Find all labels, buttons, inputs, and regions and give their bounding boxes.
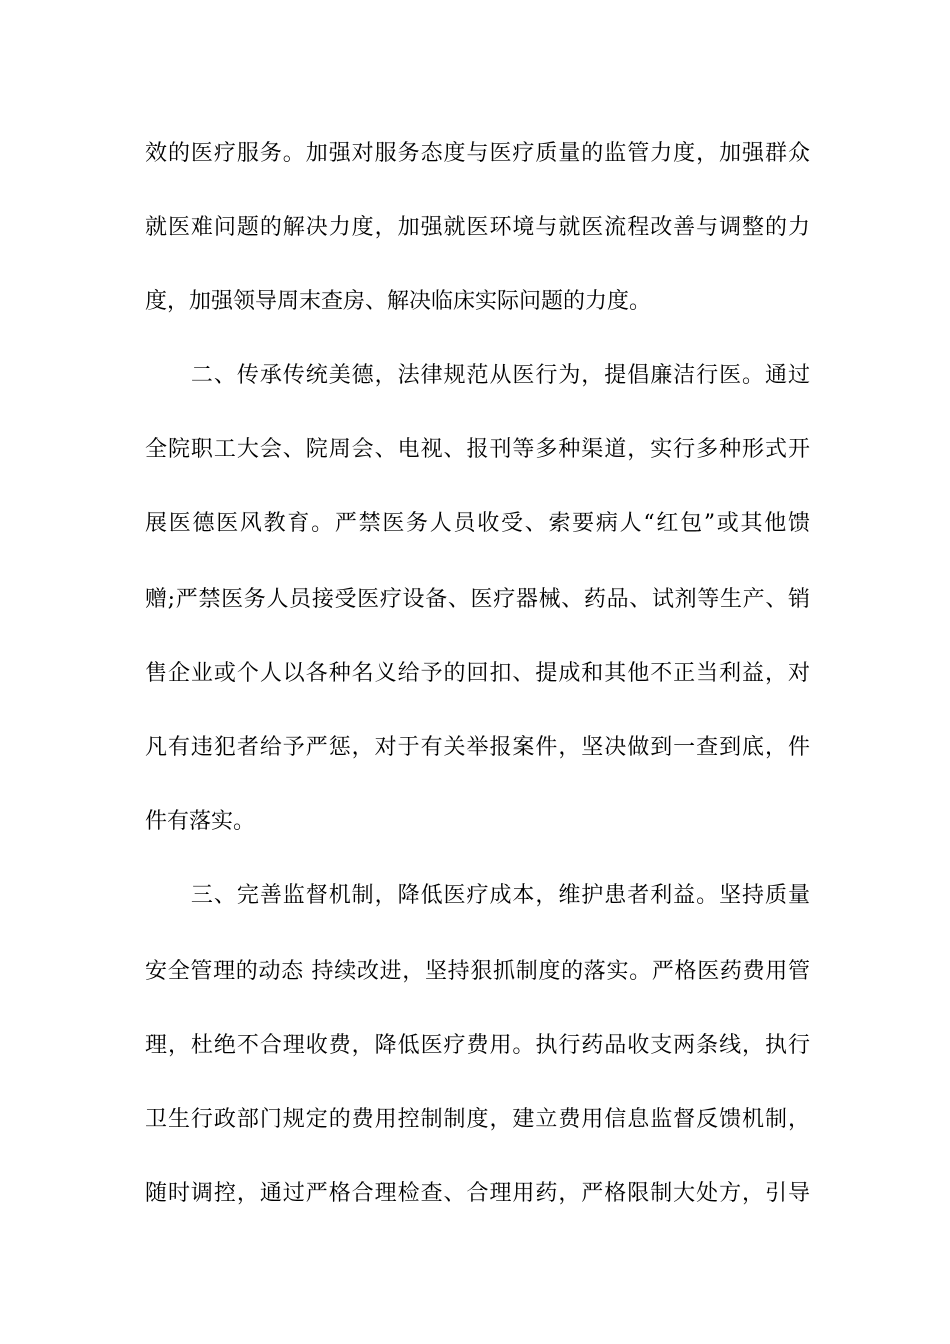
text-line: 度，加强领导周末查房、解决临床实际问题的力度。: [145, 289, 652, 314]
text-line: 件有落实。: [145, 809, 256, 834]
text-line: 全院职工大会、院周会、电视、报刊等多种渠道，实行多种形式开: [145, 437, 810, 462]
text-line: 就医难问题的解决力度，加强就医环境与就医流程改善与调整的力: [145, 215, 810, 240]
text-line: 效的医疗服务。加强对服务态度与医疗质量的监管力度，加强群众: [145, 141, 810, 166]
text-line: 随时调控，通过严格合理检查、合理用药，严格限制大处方，引导: [145, 1181, 810, 1206]
text-line: 凡有违犯者给予严惩，对于有关举报案件，坚决做到一查到底，件: [145, 735, 810, 760]
text-line: 理，杜绝不合理收费，降低医疗费用。执行药品收支两条线，执行: [145, 1033, 810, 1058]
text-line: 二、传承传统美德，法律规范从医行为，提倡廉洁行医。通过: [145, 363, 810, 388]
text-line: 售企业或个人以各种名义给予的回扣、提成和其他不正当利益，对: [145, 661, 810, 686]
text-line: 三、完善监督机制，降低医疗成本，维护患者利益。坚持质量: [145, 883, 810, 908]
text-line: 安全管理的动态 持续改进，坚持狠抓制度的落实。严格医药费用管: [145, 959, 810, 984]
text-line: 展医德医风教育。严禁医务人员收受、索要病人“红包”或其他馈: [145, 511, 810, 536]
text-line: 赠;严禁医务人员接受医疗设备、医疗器械、药品、试剂等生产、销: [145, 587, 810, 612]
text-line: 卫生行政部门规定的费用控制制度，建立费用信息监督反馈机制，: [145, 1107, 810, 1132]
